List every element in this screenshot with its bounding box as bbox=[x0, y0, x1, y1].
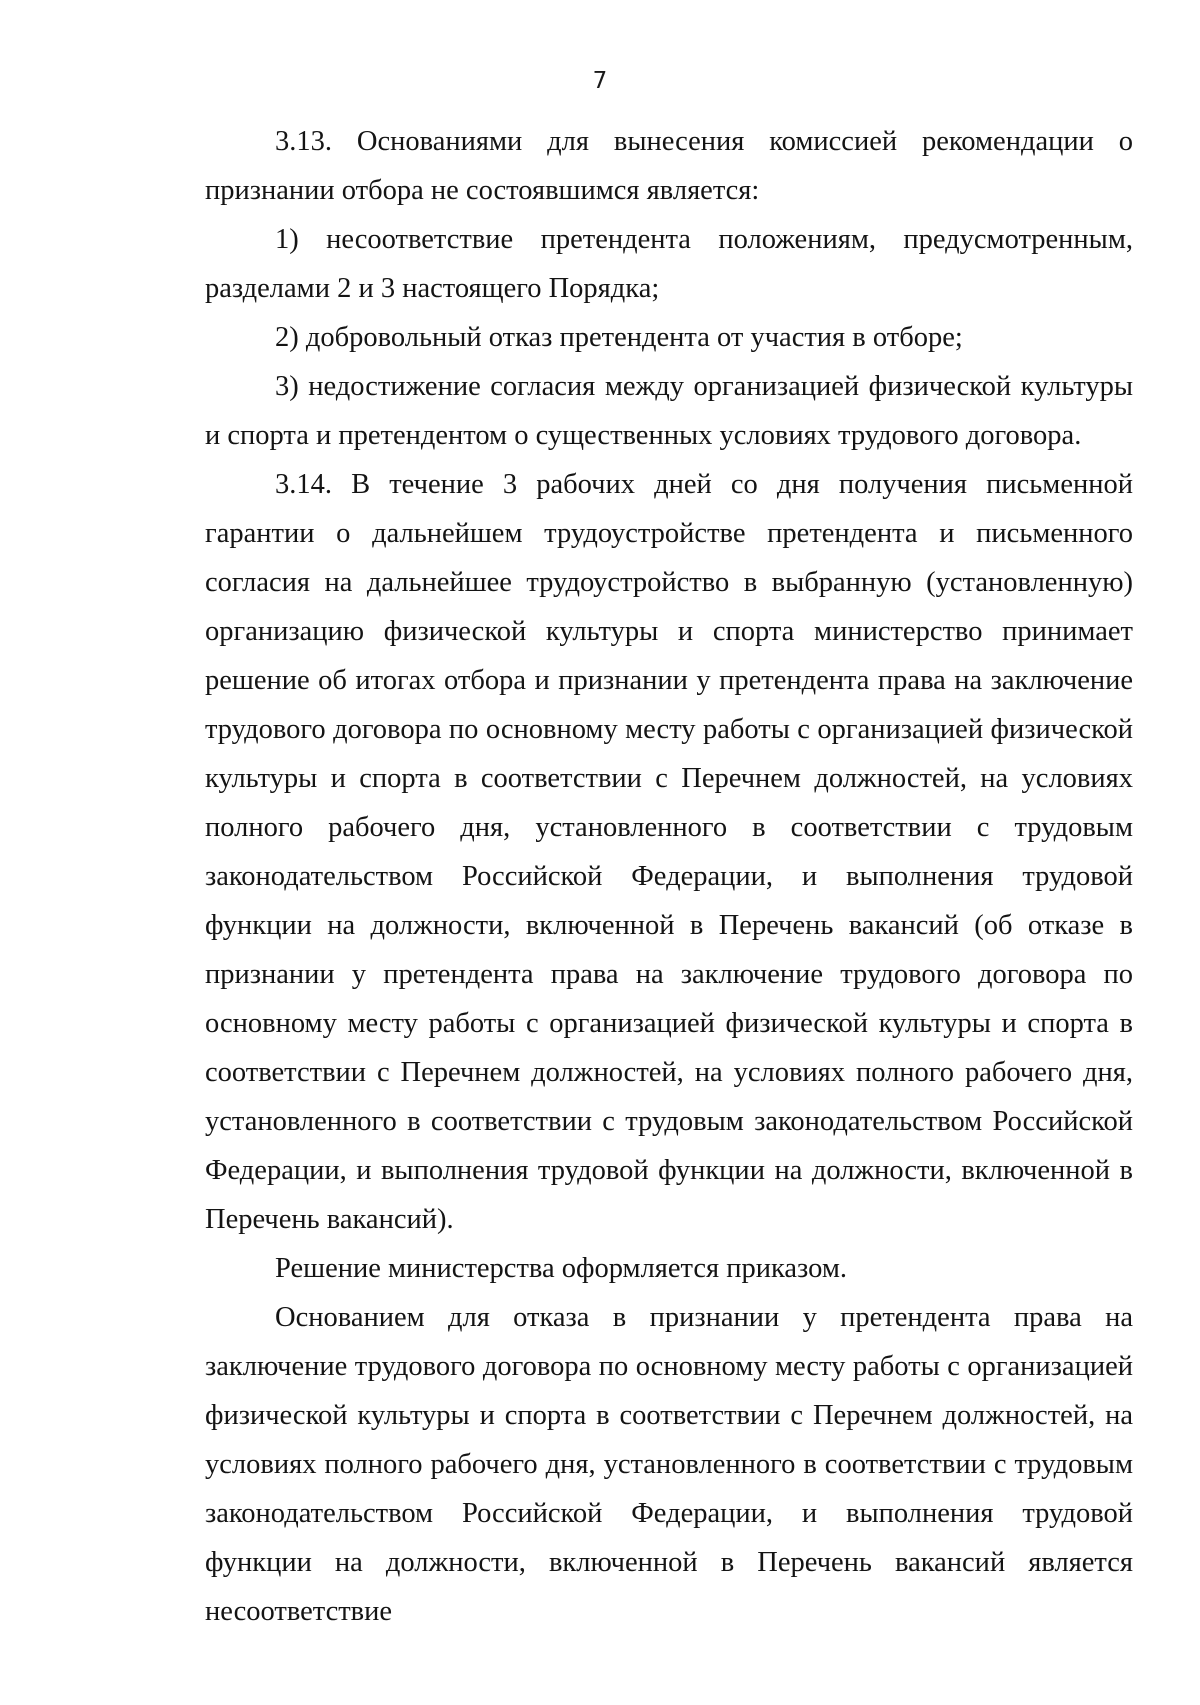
list-item-2: 2) добровольный отказ претендента от участия в отборе; bbox=[275, 322, 963, 353]
paragraph-decision: Решение министерства оформляется приказом. bbox=[275, 1253, 848, 1284]
document-body bbox=[205, 117, 1133, 1636]
paragraph-3-14: 3.14. В течение 3 рабочих дней со дня получения письменной гарантии о дальнейшем трудоустройстве претендента и письменного согласия на дальнейшее трудоустройство в выбранную (установленную) организацию физической культуры и спорта министерство принимает решение об итогах отбора и признании у претендента права на заключение трудового договора по основному месту работы с организацией физической культуры и спорта в соответствии с Перечнем должностей, на условиях полного рабочего дня, установленного в соответствии с трудовым законодательством Российской Федерации, и выполнения трудовой функции на должности, включенной в Перечень вакансий (об отказе в признании у претендента права на заключение трудового договора по основному месту работы с организацией физической культуры и спорта в соответствии с Перечнем должностей, на условиях полного рабочего дня, установленного в соответствии с трудовым законодательством Российской Федерации, и выполнения трудовой функции на должности, включенной в Перечень вакансий). bbox=[205, 469, 1133, 1235]
paragraph-3-13: 3.13. Основаниями для вынесения комиссией рекомендации о признании отбора не состоявшимся является: bbox=[205, 126, 1133, 206]
list-item-3: 3) недостижение согласия между организацией физической культуры и спорта и претендентом о существенных условиях трудового договора. bbox=[205, 371, 1133, 451]
paragraph-refusal-basis: Основанием для отказа в признании у претендента права на заключение трудового договора по основному месту работы с организацией физической культуры и спорта в соответствии с Перечнем должностей, на условиях полного рабочего дня, установленного в соответствии с трудовым законодательством Российской Федерации, и выполнения трудовой функции на должности, включенной в Перечень вакансий является несоответствие bbox=[205, 1302, 1133, 1627]
list-item-1: 1) несоответствие претендента положениям, предусмотренным, разделами 2 и 3 настоящего Порядка; bbox=[205, 224, 1133, 304]
page-number: 7 bbox=[592, 68, 608, 94]
